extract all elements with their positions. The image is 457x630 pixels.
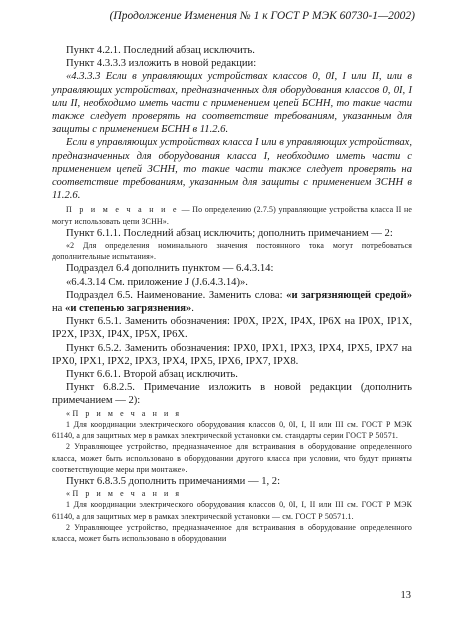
paragraph-text: «2 Для определения номинального значения постоянного тока могут потребоваться дополнительные испытания». <box>52 241 412 262</box>
bold-phrase: «и загрязняющей средой» <box>286 289 412 301</box>
paragraph <box>52 262 412 275</box>
paragraph-text: 1 Для координации электрического оборудования классов 0, 0I, I, II или III см. ГОСТ Р МЭК 61140, а для защитных мер в рамках электрической установки — см. ГОСТ Р 50571.1. <box>52 500 412 521</box>
note-lead: П р и м е ч а н и е <box>66 205 180 215</box>
paragraph <box>52 70 412 136</box>
paragraph <box>52 227 412 240</box>
paragraph-text: Пункт 6.5.1. Заменить обозначения: IP0X, IP2X, IP4X, IP6X на IP0X, IP1X, IP2X, IP3X, IP4X, IP5X, IP6X. <box>52 316 412 341</box>
note-lead: «П р и м е ч а н и я <box>66 489 182 499</box>
paragraph-text: 2 Управляющее устройство, предназначенное для встраивания в оборудование определенного класса, может быть использовано в оборудовании другого класса при условии, что будут приняты соответствующие меры при монтаже». <box>52 442 412 474</box>
paragraph-text: «4.3.3.3 Если в управляющих устройствах классов 0, 0I, I или II, или в управляющих устройствах, предназначенных для оборудования классов 0, 0I, I или II, необходимо иметь части с применением цепей БСНН, то такие части также следует проверять на соответствие требованиям, указанным для защиты с применением БСНН в 11.2.6. <box>52 71 412 136</box>
paragraph <box>52 368 412 381</box>
paragraph <box>52 276 412 289</box>
paragraph-text: Пункт 6.1.1. Последний абзац исключить; дополнить примечанием — 2: <box>66 227 393 239</box>
paragraph-text: «6.4.3.14 См. приложение J (J.6.4.3.14)». <box>66 276 248 288</box>
paragraph-text: 1 Для координации электрического оборудования классов 0, 0I, I, II или III см. ГОСТ Р МЭК 61140, а для защитных мер в рамках электрической установки см. стандарты серии ГОСТ Р 50571. <box>52 419 412 441</box>
paragraph <box>52 441 412 475</box>
paragraph <box>52 204 412 226</box>
bold-phrase: «и степенью загрязнения» <box>65 303 192 315</box>
paragraph <box>52 488 412 499</box>
paragraph <box>52 342 412 368</box>
paragraph <box>52 289 412 315</box>
paragraph <box>52 381 412 407</box>
paragraph-text: Пункт 6.8.3.5 дополнить примечаниями — 1, 2: <box>66 475 281 487</box>
paragraph-text: Пункт 6.6.1. Второй абзац исключить. <box>66 369 238 381</box>
paragraph-text: — По определению (2.7.5) управляющие устройства класса II не могут использовать цепи ЗСНН». <box>52 205 412 226</box>
paragraph-text: 2 Управляющее устройство, предназначенное для встраивания в оборудование определенного класса, может быть использовано в оборудовании <box>52 522 412 543</box>
document-body <box>52 44 412 544</box>
paragraph <box>52 57 412 70</box>
paragraph <box>52 136 412 202</box>
page-number: 13 <box>400 590 411 601</box>
paragraph-text: на <box>52 303 66 315</box>
paragraph-text: Пункт 4.3.3.3 изложить в новой редакции: <box>66 58 257 70</box>
paragraph <box>52 475 412 488</box>
paragraph-text: Пункт 6.8.2.5. Примечание изложить в новой редакции (дополнить примечанием — 2): <box>52 382 412 407</box>
paragraph <box>52 408 412 419</box>
paragraph <box>52 315 412 341</box>
running-header: (Продолжение Изменения № 1 к ГОСТ Р МЭК 60730-1—2002) <box>109 10 415 22</box>
paragraph-text: Пункт 6.5.2. Заменить обозначения: IPX0, IPX1, IPX3, IPX4, IPX5, IPX7 на IPX0, IPX1, IPX2, IPX3, IPX4, IPX5, IPX6, IPX7, IPX8. <box>52 342 412 367</box>
paragraph <box>52 522 412 544</box>
paragraph <box>52 44 412 57</box>
note-lead: «П р и м е ч а н и я <box>66 408 182 418</box>
paragraph-text: Если в управляющих устройствах класса I или в управляющих устройствах, предназначенных для оборудования класса I, необходимо иметь части с применением цепей ЗСНН, то такие части также следует проверять на соответствие требованиям, указанным для защиты с применением ЗСНН в 11.2.6. <box>52 137 412 202</box>
paragraph-text: Пункт 4.2.1. Последний абзац исключить. <box>66 45 255 56</box>
paragraph-text: Подраздел 6.4 дополнить пунктом — 6.4.3.14: <box>66 263 274 275</box>
paragraph <box>52 240 412 262</box>
paragraph <box>52 419 412 441</box>
paragraph-text: Подраздел 6.5. Наименование. Заменить слова: <box>66 289 287 301</box>
paragraph-text: . <box>191 303 194 315</box>
paragraph <box>52 499 412 521</box>
